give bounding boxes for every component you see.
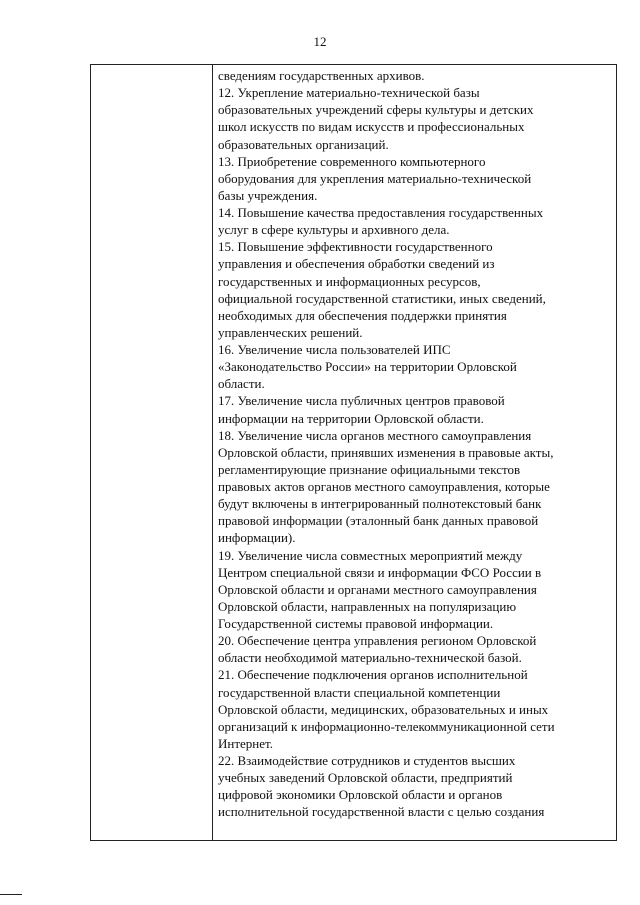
text-line: государственной власти специальной компетенции [218, 684, 501, 700]
text-line: 21. Обеспечение подключения органов исполнительной [218, 667, 528, 683]
text-line: услуг в сфере культуры и архивного дела. [218, 222, 450, 238]
text-line: образовательных учреждений сферы культуры и детских [218, 102, 534, 118]
text-line: правовых актов органов местного самоуправления, которые [218, 479, 550, 494]
text-line: 19. Увеличение числа совместных мероприятий между [218, 547, 523, 563]
text-line: 16. Увеличение числа пользователей ИПС [218, 342, 451, 357]
text-line: школ искусств по видам искусств и профессиональных [218, 119, 525, 135]
text-line: 17. Увеличение числа публичных центров правовой [218, 393, 505, 409]
text-line: 14. Повышение качества предоставления государственных [218, 205, 544, 220]
text-line: исполнительной государственной власти с целью создания [218, 804, 545, 820]
text-line: Интернет. [218, 735, 273, 751]
text-line: информации на территории Орловской области. [218, 410, 484, 426]
table-left-cell [91, 65, 213, 840]
document-table [90, 64, 617, 841]
text-line: 22. Взаимодействие сотрудников и студентов высших [218, 753, 516, 768]
page-number: 12 [313, 34, 327, 49]
text-line: управления и обеспечения обработки сведений из [218, 256, 495, 272]
text-line: Центром специальной связи и информации ФСО России в [218, 564, 542, 580]
text-line: области. [218, 376, 265, 392]
text-line: учебных заведений Орловской области, предприятий [218, 770, 513, 786]
text-line: оборудования для укрепления материально-технической [218, 170, 532, 186]
page-edge-mark [0, 894, 22, 895]
table-right-cell [213, 65, 616, 840]
text-line: организаций к информационно-телекоммуникационной сети [218, 718, 555, 734]
text-line: Орловской области, принявших изменения в правовые акты, [218, 444, 554, 460]
text-line: базы учреждения. [218, 187, 318, 203]
text-line: будут включены в интегрированный полнотекстовый банк [218, 496, 542, 512]
text-line: 15. Повышение эффективности государственного [218, 239, 493, 255]
text-line: официальной государственной статистики, иных сведений, [218, 290, 546, 306]
text-line: правовой информации (эталонный банк данных правовой [218, 513, 539, 529]
text-line: государственных и информационных ресурсов, [218, 273, 481, 289]
text-line: 13. Приобретение современного компьютерного [218, 153, 486, 169]
text-line: Государственной системы правовой информации. [218, 616, 494, 631]
text-line: 12. Укрепление материально-технической базы [218, 85, 480, 101]
text-line: цифровой экономики Орловской области и органов [218, 787, 503, 803]
text-line: 18. Увеличение числа органов местного самоуправления [218, 427, 532, 443]
text-line: области необходимой материально-технической базой. [218, 650, 522, 666]
text-line: необходимых для обеспечения поддержки принятия [218, 307, 507, 323]
text-line: образовательных организаций. [218, 136, 389, 152]
text-line: Орловской области, медицинских, образовательных и иных [218, 701, 549, 717]
text-line: регламентирующие признание официальными текстов [218, 461, 521, 477]
text-line: Орловской области, направленных на популяризацию [218, 598, 517, 614]
text-line: 20. Обеспечение центра управления регионом Орловской [218, 633, 537, 649]
text-line: информации). [218, 530, 296, 546]
text-line: управленческих решений. [218, 324, 363, 340]
text-line: «Законодательство России» на территории Орловской [218, 359, 517, 375]
text-line: сведениям государственных архивов. [218, 68, 425, 83]
text-line: Орловской области и органами местного самоуправления [218, 581, 537, 597]
